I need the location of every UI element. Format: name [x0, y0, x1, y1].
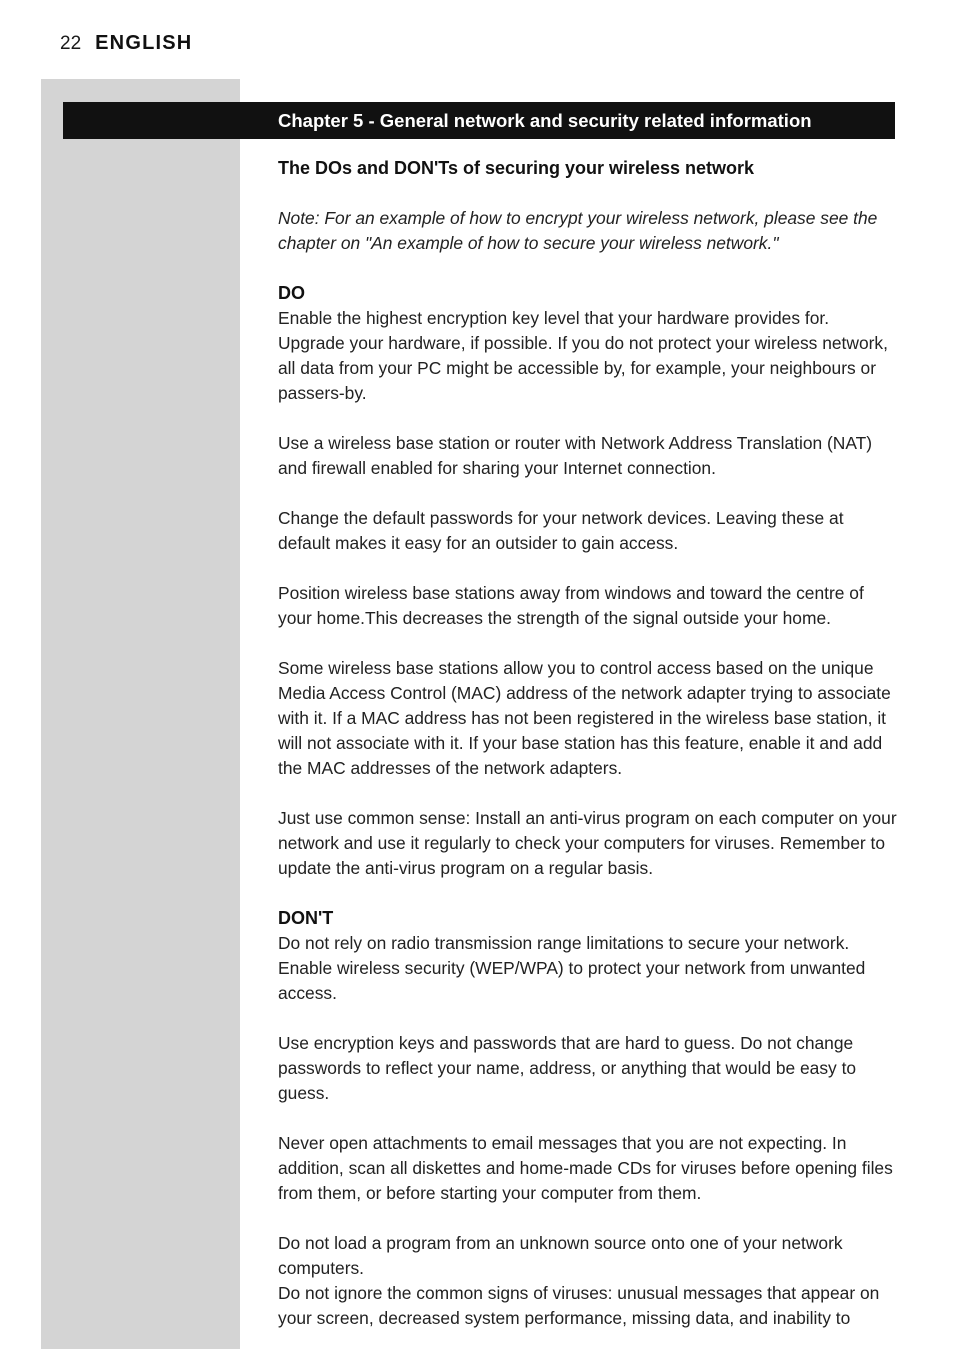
grey-margin-column — [41, 79, 240, 1349]
dont-paragraph: Do not load a program from an unknown source onto one of your network computers. — [278, 1233, 843, 1278]
dont-paragraph: Use encryption keys and passwords that are hard to guess. Do not change passwords to reflect your name, address, or anything that would be easy to guess. — [278, 1033, 857, 1103]
language-label: ENGLISH — [95, 32, 193, 54]
section-title: The DOs and DON'Ts of securing your wireless network — [278, 158, 755, 178]
do-heading: DO — [278, 283, 305, 303]
do-paragraph: Just use common sense: Install an anti-virus program on each computer on your network and use it regularly to check your computers for viruses. Remember to update the anti-virus program on a regular basis. — [278, 808, 897, 878]
note-text: Note: For an example of how to encrypt your wireless network, please see the chapter on "An example of how to secure your wireless network." — [278, 208, 878, 253]
do-paragraph: Some wireless base stations allow you to control access based on the unique Media Access Control (MAC) address of the network adapter trying to associate with it. If a MAC address has not been registered in the wireless base station, it will not associate with it. If your base station has this feature, enable it and add the MAC addresses of the network adapters. — [278, 658, 891, 778]
dont-paragraph: Do not ignore the common signs of viruses: unusual messages that appear on your screen, decreased system performance, missing data, and inability to — [278, 1283, 880, 1328]
do-paragraph: Position wireless base stations away from windows and toward the centre of your home.This decreases the strength of the signal outside your home. — [278, 583, 864, 628]
dont-paragraph: Never open attachments to email messages that you are not expecting. In addition, scan all diskettes and home-made CDs for viruses before opening files from them, or before starting your computer from them. — [278, 1133, 893, 1203]
dont-paragraph: Do not rely on radio transmission range limitations to secure your network. Enable wireless security (WEP/WPA) to protect your network from unwanted access. — [278, 933, 866, 1003]
page-header — [60, 32, 192, 60]
do-paragraph: Use a wireless base station or router with Network Address Translation (NAT) and firewall enabled for sharing your Internet connection. — [278, 433, 873, 478]
chapter-title-bar: Chapter 5 - General network and security related information — [63, 102, 895, 139]
dont-heading: DON'T — [278, 908, 334, 928]
do-paragraph: Enable the highest encryption key level that your hardware provides for. Upgrade your hardware, if possible. If you do not protect your wireless network, all data from your PC might be accessible by, for example, your neighbours or passers-by. — [278, 308, 888, 403]
page-number: 22 — [60, 33, 82, 54]
main-content — [278, 152, 898, 1331]
do-paragraph: Change the default passwords for your network devices. Leaving these at default makes it easy for an outsider to gain access. — [278, 508, 844, 553]
